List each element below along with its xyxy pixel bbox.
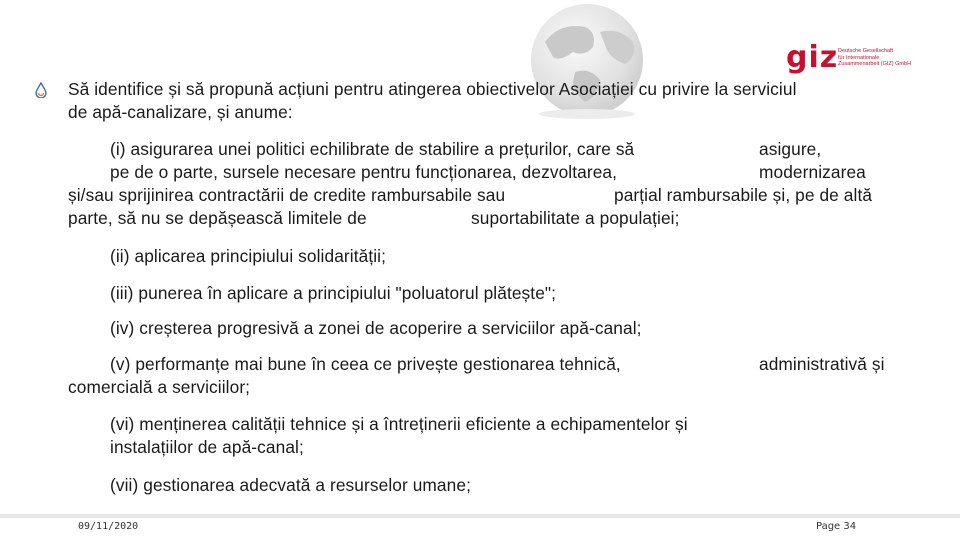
drop-bullet-icon — [35, 82, 47, 98]
item-i-line-3a: și/sau sprijinirea contractării de credite rambursabile sau — [68, 185, 506, 205]
footer-page-number: Page 34 — [816, 521, 857, 532]
giz-logo-mark: giz — [786, 40, 839, 75]
item-i-line-2a: pe de o parte, sursele necesare pentru funcționarea, dezvoltarea, — [110, 162, 618, 182]
item-vi-line-2: instalațiilor de apă-canal; — [110, 437, 304, 457]
item-i-line-2b: modernizarea — [759, 162, 866, 182]
item-i-line-1b: asigure, — [759, 139, 822, 159]
item-iii: (iii) punerea în aplicare a principiului "poluatorul plătește"; — [110, 283, 557, 303]
item-v-line-1b: administrativă și — [759, 354, 885, 374]
footer-divider — [0, 514, 960, 518]
item-vii: (vii) gestionarea adecvată a resurselor umane; — [110, 475, 471, 495]
giz-logo — [786, 40, 936, 78]
item-vi-line-1: (vi) menținerea calității tehnice și a întreținerii eficiente a echipamentelor și — [110, 414, 688, 434]
item-v-line-1a: (v) performanțe mai bune în ceea ce privește gestionarea tehnică, — [110, 354, 621, 374]
item-iv: (iv) creșterea progresivă a zonei de acoperire a serviciilor apă-canal; — [110, 318, 642, 338]
item-i-line-1a: (i) asigurarea unei politici echilibrate de stabilire a prețurilor, care să — [110, 139, 635, 159]
item-v-line-2: comercială a serviciilor; — [68, 377, 251, 397]
globe-image — [515, 2, 665, 122]
footer-date: 09/11/2020 — [78, 521, 139, 532]
item-i-line-4a: parte, să nu se depășească limitele de — [68, 208, 367, 228]
item-i-line-4b: suportabilitate a populației; — [471, 208, 680, 228]
intro-line-2: de apă-canalizare, și anume: — [68, 102, 293, 122]
item-i-line-3b: parțial rambursabile și, pe de altă — [614, 185, 873, 205]
intro-line-1: Să identifice și să propună acțiuni pentru atingerea obiectivelor Asociației cu privire la serviciul — [68, 79, 797, 99]
giz-logo-text: Deutsche Gesellschaft für Internationale Zusammenarbeit (GIZ) GmbH — [838, 48, 912, 68]
item-ii: (ii) aplicarea principiului solidarității; — [110, 246, 387, 266]
